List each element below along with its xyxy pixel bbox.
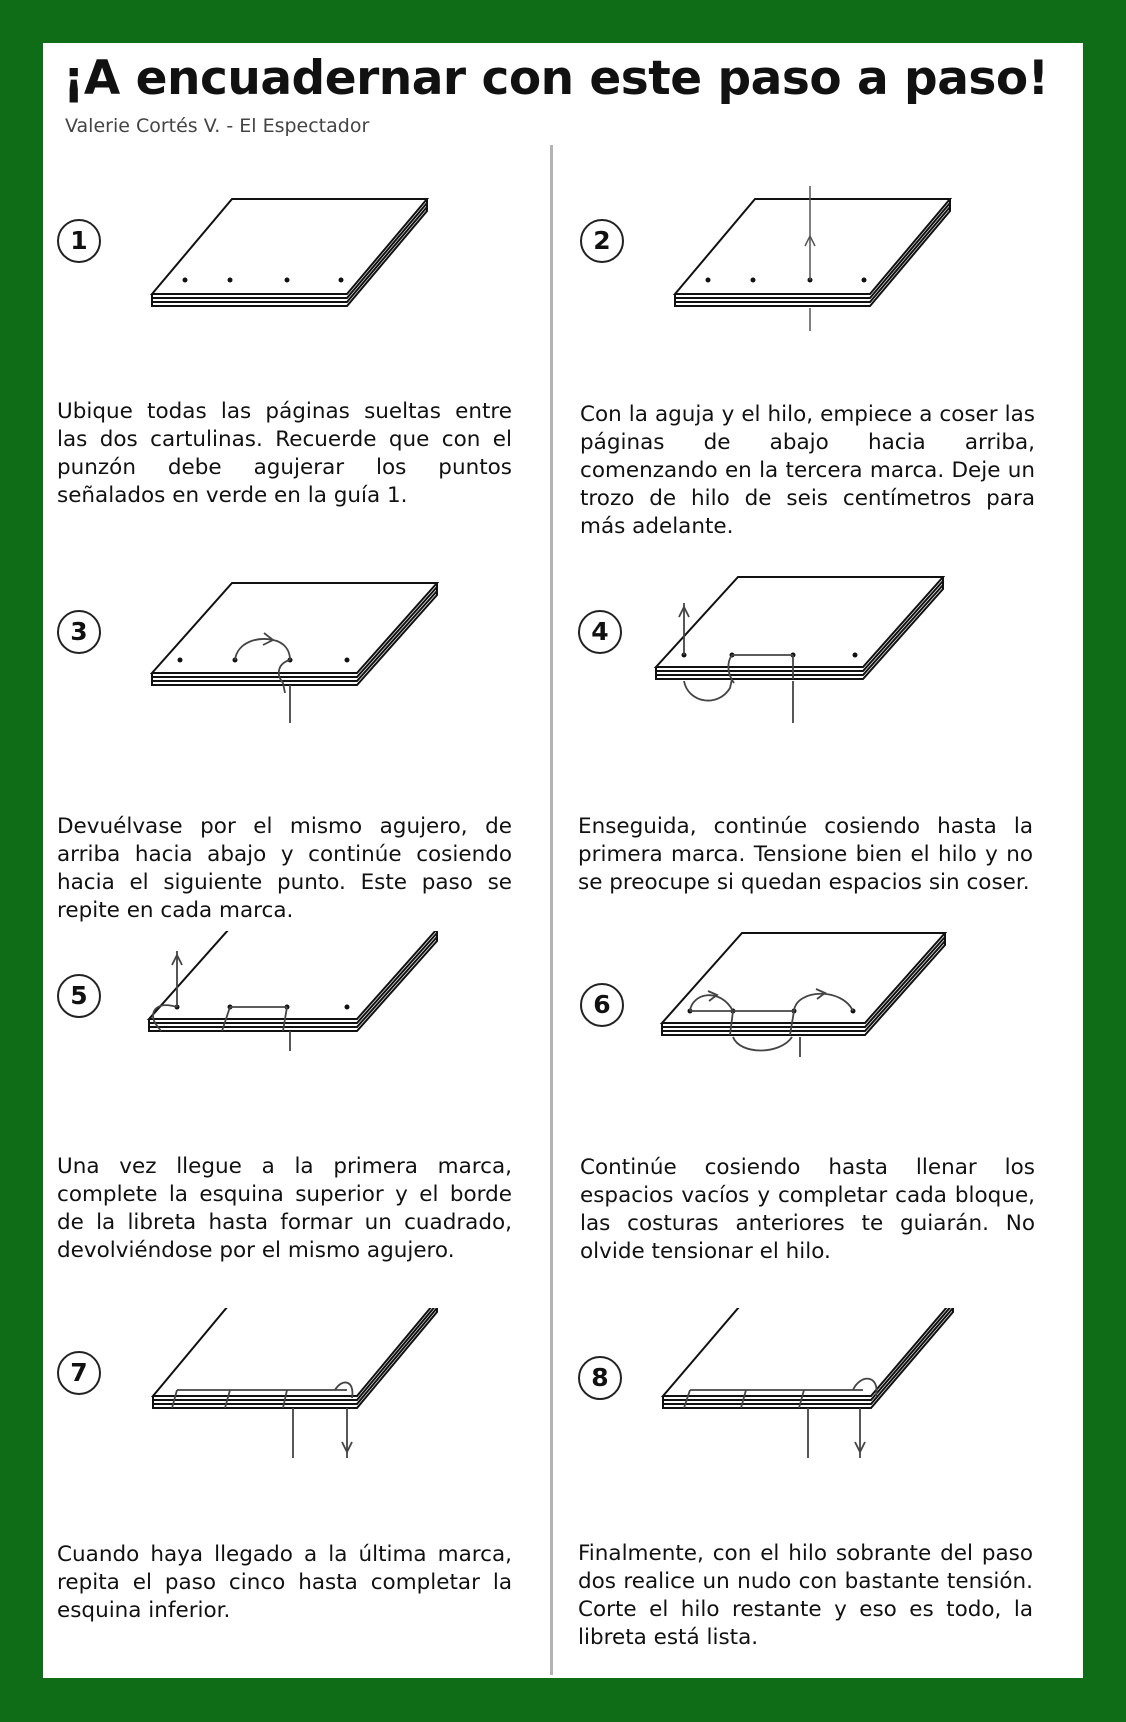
step-3-text: Devuélvase por el mismo agujero, de arriba hacia abajo y continúe cosiendo hacia el siguiente punto. Este paso se repite en cada marca. xyxy=(57,814,512,923)
step-4-text: Enseguida, continúe cosiendo hasta la primera marca. Tensione bien el hilo y no se preocupe si quedan espacios sin coser. xyxy=(578,814,1033,895)
step-3-illustration xyxy=(57,563,517,763)
step-7-number: 7 xyxy=(57,1351,101,1395)
step-5-text: Una vez llegue a la primera marca, complete la esquina superior y el borde de la libreta hasta formar un cuadrado, devolviéndose por el mismo agujero. xyxy=(57,1154,512,1263)
page-title: ¡A encuadernar con este paso a paso! xyxy=(63,51,1049,106)
step-6-number: 6 xyxy=(580,983,624,1027)
step-5-illustration xyxy=(57,931,517,1131)
step-1-number: 1 xyxy=(57,219,101,263)
step-7-text: Cuando haya llegado a la última marca, repita el paso cinco hasta completar la esquina inferior. xyxy=(57,1542,512,1623)
step-3-number: 3 xyxy=(57,610,101,654)
step-2-illustration xyxy=(580,176,1040,376)
step-8-number: 8 xyxy=(578,1356,622,1400)
step-4-number: 4 xyxy=(578,610,622,654)
step-8-text: Finalmente, con el hilo sobrante del paso dos realice un nudo con bastante tensión. Corte el hilo restante y eso es todo, la libreta está lista. xyxy=(578,1541,1033,1650)
step-6-text: Continúe cosiendo hasta llenar los espacios vacíos y completar cada bloque, las costuras anteriores te guiarán. No olvide tensionar el hilo. xyxy=(580,1155,1035,1264)
step-7-illustration xyxy=(57,1308,517,1508)
step-6-illustration xyxy=(580,931,1040,1131)
step-1-illustration xyxy=(57,176,517,376)
step-4-illustration xyxy=(578,563,1038,763)
step-8-illustration xyxy=(578,1308,1038,1508)
step-2-text: Con la aguja y el hilo, empiece a coser las páginas de abajo hacia arriba, comenzando en la tercera marca. Deje un trozo de hilo de seis centímetros para más adelante. xyxy=(580,402,1035,539)
column-divider xyxy=(550,145,553,1675)
byline: Valerie Cortés V. - El Espectador xyxy=(65,115,370,137)
infographic-card xyxy=(43,43,1083,1678)
step-2-number: 2 xyxy=(580,219,624,263)
step-1-text: Ubique todas las páginas sueltas entre las dos cartulinas. Recuerde que con el punzón debe agujerar los puntos señalados en verde en la guía 1. xyxy=(57,399,512,508)
step-5-number: 5 xyxy=(57,974,101,1018)
